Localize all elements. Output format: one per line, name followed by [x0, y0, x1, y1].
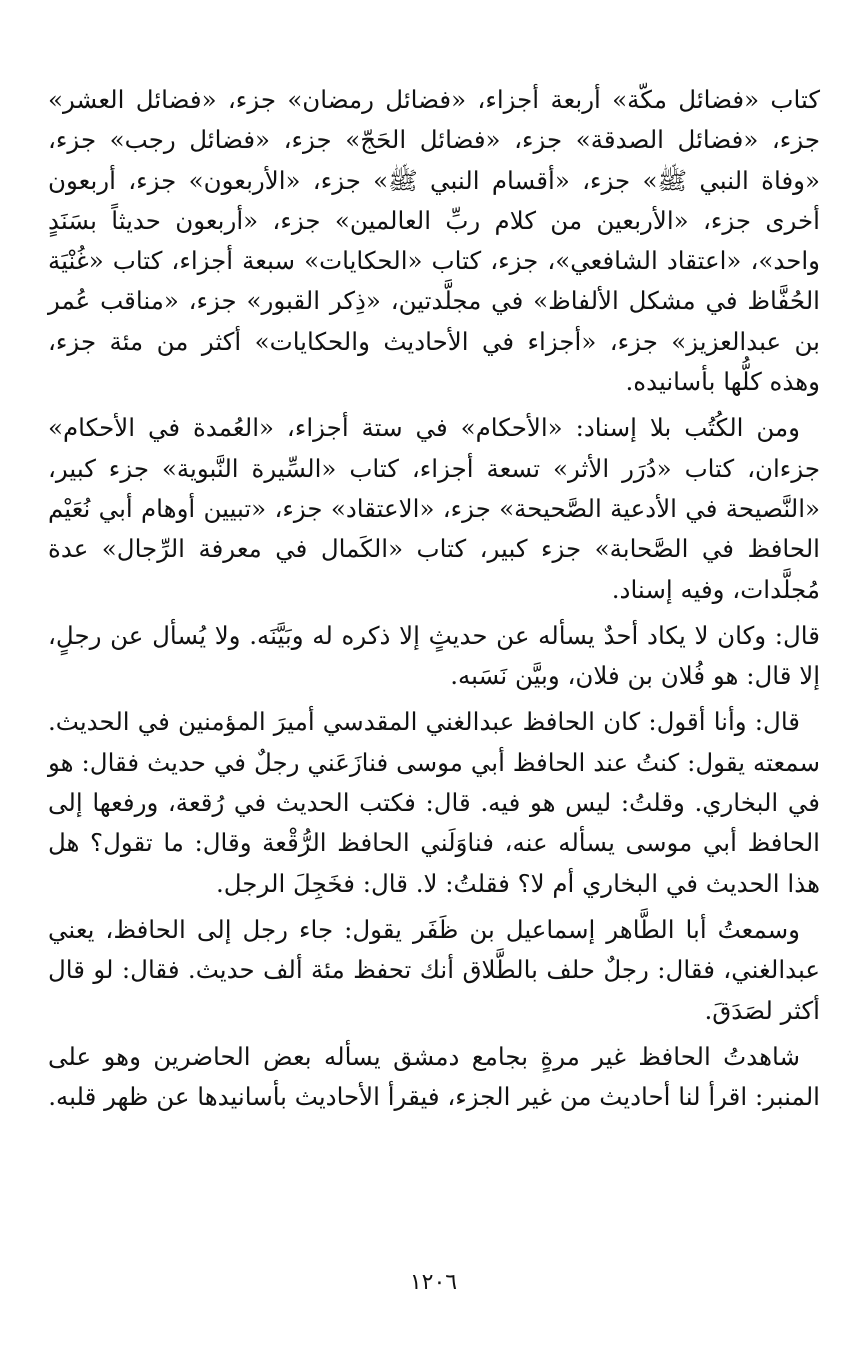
main-text — [48, 80, 820, 1117]
paragraph-hadith-knowledge: قال: وكان لا يكاد أحدٌ يسأله عن حديثٍ إلا ذكره له وبَيَّنَه. ولا يُسأل عن رجلٍ، إلا قال: هو فُلان بن فلان، وبيَّن نَسَبه. — [48, 620, 820, 691]
paragraph-abu-tahir-story: وسمعتُ أبا الطَّاهر إسماعيل بن ظَفَر يقول: جاء رجل إلى الحافظ، يعني عبدالغني، فقال: رجلٌ حلف بالطَّلاق أنك تحفظ مئة ألف حديث. فقال: لو قال أكثر لصَدَقَ. — [48, 914, 820, 1025]
paragraph-books-without-isnad: ومن الكُتُب بلا إسناد: «الأحكام» في ستة أجزاء، «العُمدة في الأحكام» جزءان، كتاب «دُرَر الأثر» تسعة أجزاء، كتاب «السِّيرة النَّبوية» جزء كبير، «النَّصيحة في الأدعية الصَّحيحة» جزء، «الاعتقاد» جزء، «تبيين أوهام أبي نُعَيْم الحافظ في الصَّحابة» جزء كبير، كتاب «الكَمال في معرفة الرِّجال» عدة مُجلَّدات، وفيه إسناد. — [48, 413, 820, 604]
paragraph-damascus-mosque: شاهدتُ الحافظ غير مرةٍ بجامع دمشق يسأله بعض الحاضرين وهو على المنبر: اقرأ لنا أحاديث من غير الجزء، فيقرأ الأحاديث بأسانيدها عن ظهر قلبه. — [48, 1041, 820, 1112]
paragraph-amir-al-muminin: قال: وأنا أقول: كان الحافظ عبدالغني المقدسي أميرَ المؤمنين في الحديث. سمعته يقول: كنتُ عند الحافظ أبي موسى فنازَعَني رجلٌ في حديث فقال: هو في البخاري. وقلتُ: ليس هو فيه. قال: فكتب الحديث في رُقعة، ورفعها إلى الحافظ أبي موسى يسأله عنه، فناوَلَني الحافظ الرُّقْعة وقال: ما تقول؟ هل هذا الحديث في البخاري أم لا؟ فقلتُ: لا. قال: فخَجِلَ الرجل. — [48, 707, 820, 898]
page-number: ١٢٠٦ — [409, 1270, 458, 1295]
paragraph-book-list: كتاب «فضائل مكّة» أربعة أجزاء، «فضائل رمضان» جزء، «فضائل العشر» جزء، «فضائل الصدقة» جزء، «فضائل الحَجّ» جزء، «فضائل رجب» جزء، «وفاة النبي ﷺ» جزء، «أقسام النبي ﷺ» جزء، «الأربعون» جزء، أربعون أخرى جزء، «الأربعين من كلام ربِّ العالمين» جزء، «أربعون حديثاً بسَنَدٍ واحد»، «اعتقاد الشافعي»، جزء، كتاب «الحكايات» سبعة أجزاء، كتاب «غُنْيَة الحُفَّاظ في مشكل الألفاظ» في مجلَّدتين، «ذِكر القبور» جزء، «مناقب عُمر بن عبدالعزيز» جزء، «أجزاء في الأحاديث والحكايات» أكثر من مئة جزء، وهذه كلُّها بأسانيده. — [48, 85, 820, 397]
